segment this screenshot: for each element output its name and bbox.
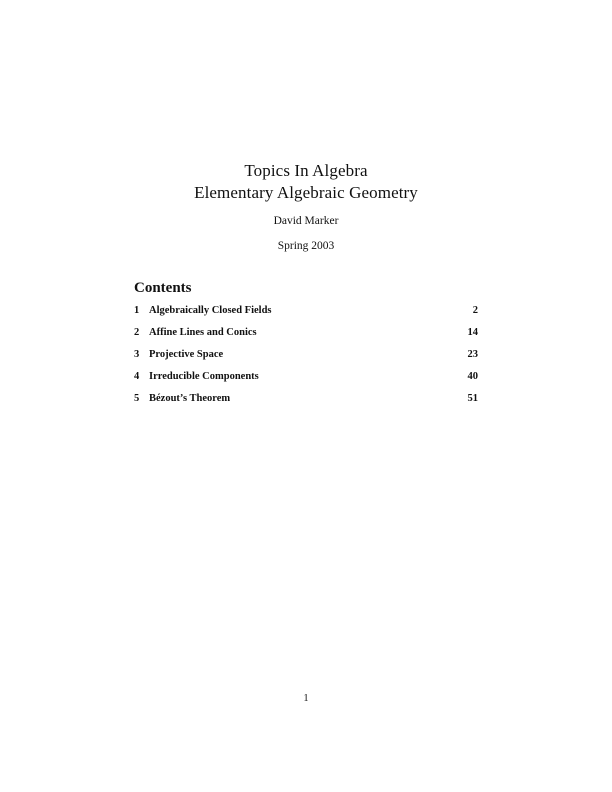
toc-entry-page: 23 (467, 349, 478, 360)
toc-entry-page: 40 (467, 371, 478, 382)
toc-entry-number: 4 (134, 371, 140, 382)
toc-entry[interactable] (134, 349, 478, 371)
toc-entry[interactable] (134, 371, 478, 393)
toc-entry-title: Affine Lines and Conics (149, 327, 257, 338)
toc-entry-title: Algebraically Closed Fields (149, 305, 272, 316)
table-of-contents (134, 305, 478, 415)
toc-entry-page: 14 (467, 327, 478, 338)
title-line-1: Topics In Algebra (244, 161, 368, 180)
toc-entry-title: Projective Space (149, 349, 224, 360)
toc-entry-number: 2 (134, 327, 140, 338)
toc-entry-title: Bézout’s Theorem (149, 393, 231, 404)
toc-entry-title: Irreducible Components (149, 371, 259, 382)
page-number: 1 (303, 693, 309, 704)
title-line-2: Elementary Algebraic Geometry (194, 183, 418, 202)
toc-entry[interactable] (134, 393, 478, 415)
toc-entry-number: 3 (134, 349, 140, 360)
toc-entry-page: 51 (467, 393, 478, 404)
contents-heading: Contents (134, 280, 192, 296)
title-block (0, 160, 612, 204)
author-name: David Marker (273, 215, 339, 227)
toc-entry-number: 1 (134, 305, 140, 316)
toc-entry[interactable] (134, 327, 478, 349)
toc-entry[interactable] (134, 305, 478, 327)
publication-date: Spring 2003 (277, 240, 335, 252)
toc-entry-page: 2 (472, 305, 478, 316)
toc-entry-number: 5 (134, 393, 140, 404)
